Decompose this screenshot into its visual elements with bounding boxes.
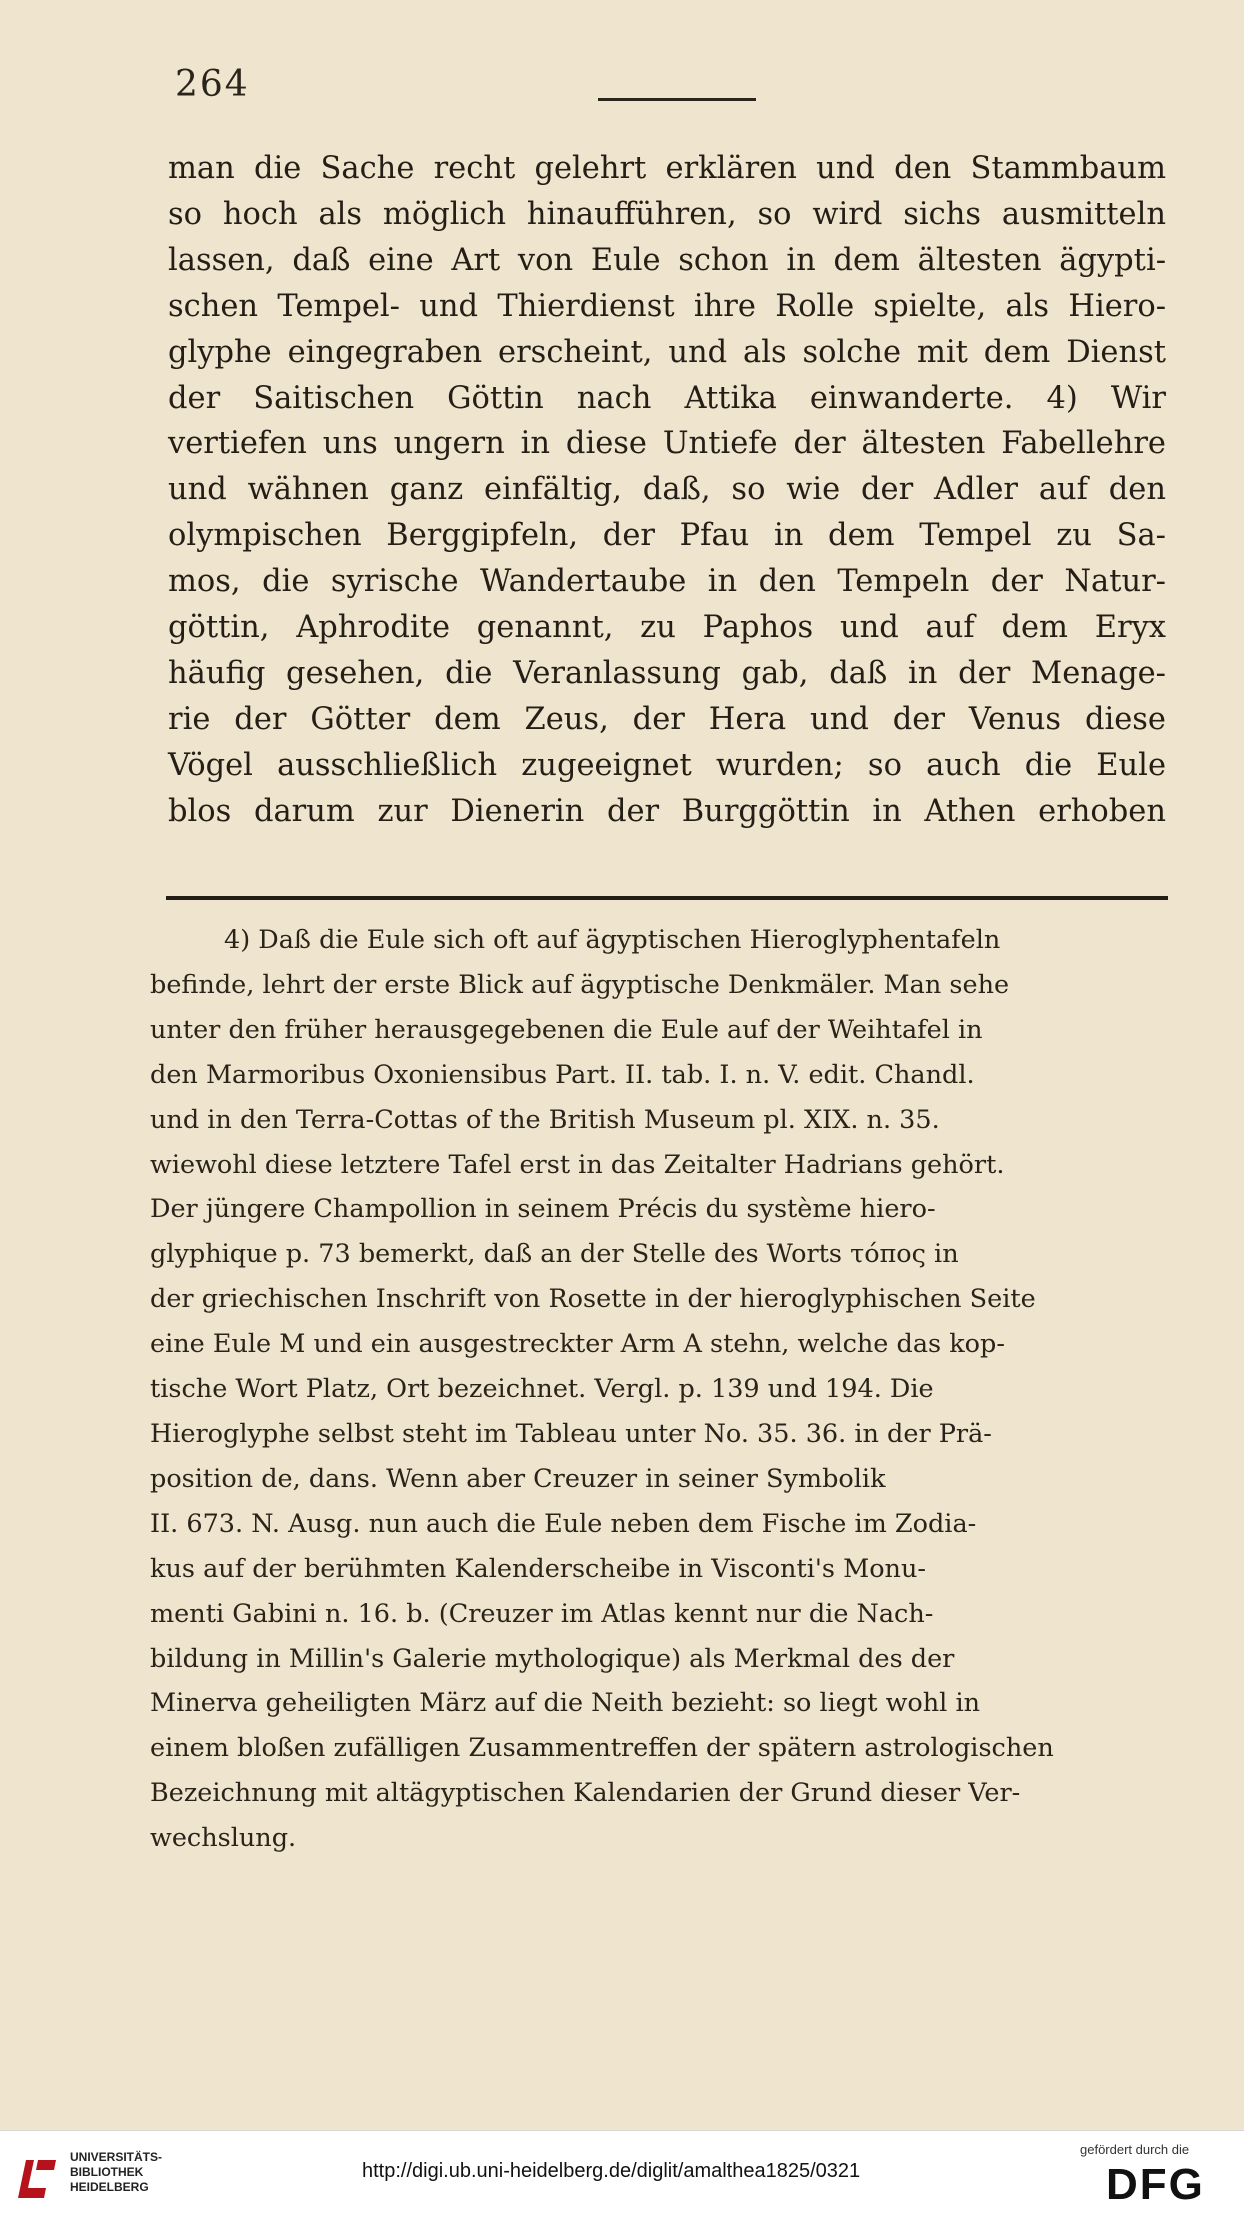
footnote-line: kus auf der berühmten Kalenderscheibe in Visconti's Monu- [150,1553,927,1584]
text-line: häufig gesehen, die Veranlassung gab, daß in der Menage- [168,655,1166,691]
text-line: lassen, daß eine Art von Eule schon in dem ältesten ägypti- [168,242,1166,278]
footnote-line: der griechischen Inschrift von Rosette in der hieroglyphischen Seite [150,1284,1036,1315]
text-line: olympischen Berggipfeln, der Pfau in dem Tempel zu Sa- [168,518,1166,554]
footnote-line: tische Wort Platz, Ort bezeichnet. Vergl. p. 139 und 194. Die [150,1374,934,1405]
text-line: vertiefen uns ungern in diese Untiefe der ältesten Fabellehre [168,426,1166,462]
footnote-line: menti Gabini n. 16. b. (Creuzer im Atlas kennt nur die Nach- [150,1598,934,1629]
library-name-line: HEIDELBERG [70,2180,149,2194]
footnote-line: und in den Terra-Cottas of the British Museum pl. XIX. n. 35. [150,1104,940,1135]
header-rule [598,98,756,101]
text-line: so hoch als möglich hinaufführen, so wird sichs ausmitteln [168,196,1166,232]
footnote-line: II. 673. N. Ausg. nun auch die Eule neben dem Fische im Zodia- [150,1508,977,1539]
footnote-line: Hieroglyphe selbst steht im Tableau unter No. 35. 36. in der Prä- [150,1418,992,1449]
text-line: der Saitischen Göttin nach Attika einwanderte. 4) Wir [168,380,1166,416]
text-line: und wähnen ganz einfältig, daß, so wie der Adler auf den [168,472,1166,508]
text-line: man die Sache recht gelehrt erklären und den Stammbaum [168,151,1166,186]
page-number: 264 [175,64,250,105]
footnote-line: befinde, lehrt der erste Blick auf ägyptische Denkmäler. Man sehe [150,969,1010,1000]
footnote-line: wechslung. [150,1823,297,1854]
footnote-line: position de, dans. Wenn aber Creuzer in seiner Symbolik [150,1463,886,1494]
footnote-line: unter den früher herausgegebenen die Eule auf der Weihtafel in [150,1014,983,1045]
text-line: mos, die syrische Wandertaube in den Tempeln der Natur- [168,564,1166,600]
footnote-line: Bezeichnung mit altägyptischen Kalendarien der Grund dieser Ver- [150,1778,1021,1809]
footnote-line: wiewohl diese letztere Tafel erst in das Zeitalter Hadrians gehört. [150,1149,1005,1180]
text-line: glyphe eingegraben erscheint, und als solche mit dem Dienst [168,334,1166,370]
dfg-logo: DFG [1106,2160,1205,2209]
main-text [168,146,1166,835]
text-line: schen Tempel- und Thierdienst ihre Rolle spielte, als Hiero- [168,288,1166,324]
text-line: blos darum zur Dienerin der Burggöttin in Athen erhoben [168,793,1166,829]
library-name [70,2150,162,2195]
footnote [150,918,1162,1861]
footnote-line: eine Eule M und ein ausgestreckter Arm A stehn, welche das kop- [150,1329,1005,1360]
footnote-line: Minerva geheiligten März auf die Neith bezieht: so liegt wohl in [150,1688,981,1719]
text-line: rie der Götter dem Zeus, der Hera und der Venus diese [168,701,1166,737]
footnote-line: bildung in Millin's Galerie mythologique) als Merkmal des der [150,1643,955,1674]
footnote-line: glyphique p. 73 bemerkt, daß an der Stelle des Worts τόπος in [150,1239,959,1270]
funding-note: gefördert durch die [1080,2142,1190,2157]
footnote-line: 4) Daß die Eule sich oft auf ägyptischen Hieroglyphentafeln [224,925,1001,955]
footnote-rule [166,896,1168,900]
text-line: Vögel ausschließlich zugeeignet wurden; so auch die Eule [168,747,1166,783]
footnote-line: einem bloßen zufälligen Zusammentreffen der spätern astrologischen [150,1733,1054,1764]
footnote-line: den Marmoribus Oxoniensibus Part. II. tab. I. n. V. edit. Chandl. [150,1059,975,1090]
library-name-line: BIBLIOTHEK [70,2165,144,2179]
university-library-logo-icon [12,2148,62,2204]
text-line: göttin, Aphrodite genannt, zu Paphos und auf dem Eryx [168,610,1166,646]
footnote-line: Der jüngere Champollion in seinem Précis du système hiero- [150,1194,936,1225]
library-name-line: UNIVERSITÄTS- [70,2150,163,2164]
source-url-link[interactable]: http://digi.ub.uni-heidelberg.de/diglit/amalthea1825/0321 [362,2160,861,2182]
